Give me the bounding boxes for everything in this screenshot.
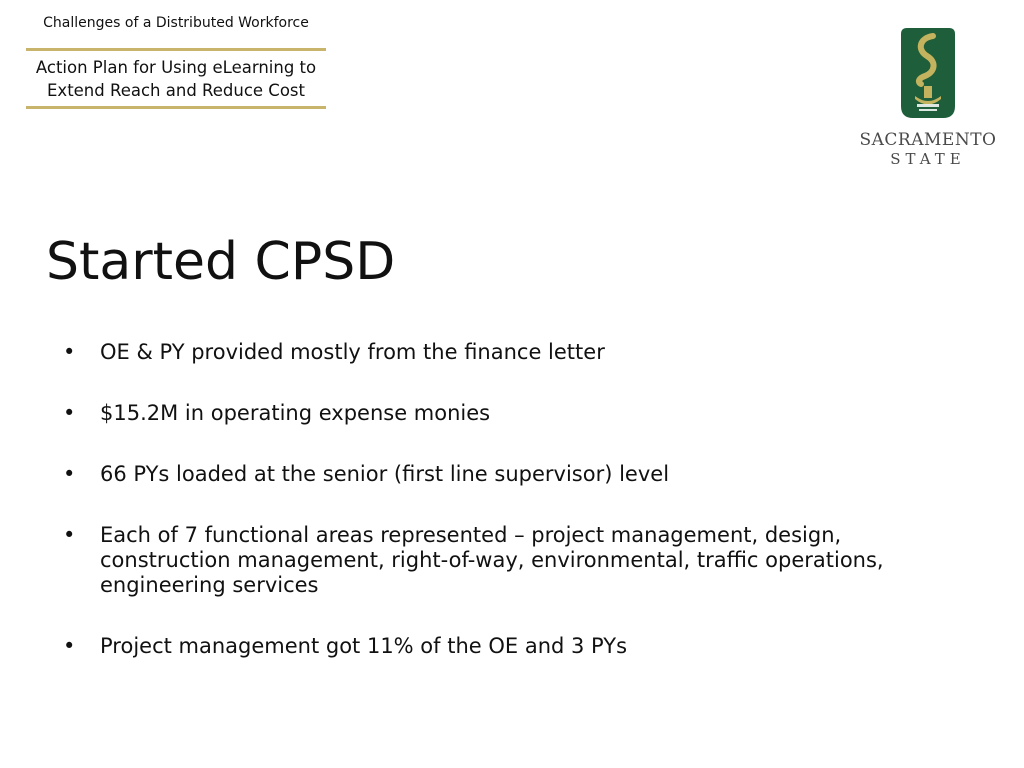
bullet-text: Each of 7 functional areas represented – project management, design, construction management, right-of-way, environmental, traffic operations, engineering services — [100, 523, 884, 597]
bullet-item — [60, 340, 960, 365]
logo-wordmark-sacramento: SACRAMENTO — [859, 130, 997, 150]
subtitle-line-1: Action Plan for Using eLearning to — [35, 58, 317, 77]
bullet-item — [60, 523, 960, 598]
subtitle-line-2: Extend Reach and Reduce Cost — [47, 81, 305, 100]
presentation-subtitle — [26, 51, 326, 106]
bullet-item — [60, 634, 960, 659]
bullet-dot-icon: • — [63, 462, 76, 486]
bullet-dot-icon: • — [63, 634, 76, 658]
bullet-list — [60, 340, 960, 695]
bullet-text: $15.2M in operating expense monies — [100, 401, 491, 425]
bullet-item — [60, 462, 960, 487]
presentation-header — [26, 12, 326, 109]
sacramento-state-shield-icon — [897, 26, 959, 120]
bullet-text: 66 PYs loaded at the senior (first line supervisor) level — [100, 462, 670, 486]
bullet-dot-icon: • — [63, 340, 76, 364]
logo-wordmark-state: STATE — [890, 150, 966, 168]
sacramento-state-logo — [858, 26, 998, 168]
presentation-title: Challenges of a Distributed Workforce — [43, 15, 309, 31]
bullet-item — [60, 401, 960, 426]
bullet-dot-icon: • — [63, 523, 76, 547]
header-bottom-rule — [26, 106, 326, 109]
slide-title: Started CPSD — [46, 232, 396, 292]
bullet-text: Project management got 11% of the OE and 3 PYs — [100, 634, 628, 658]
bullet-text: OE & PY provided mostly from the finance letter — [100, 340, 605, 364]
bullet-dot-icon: • — [63, 401, 76, 425]
